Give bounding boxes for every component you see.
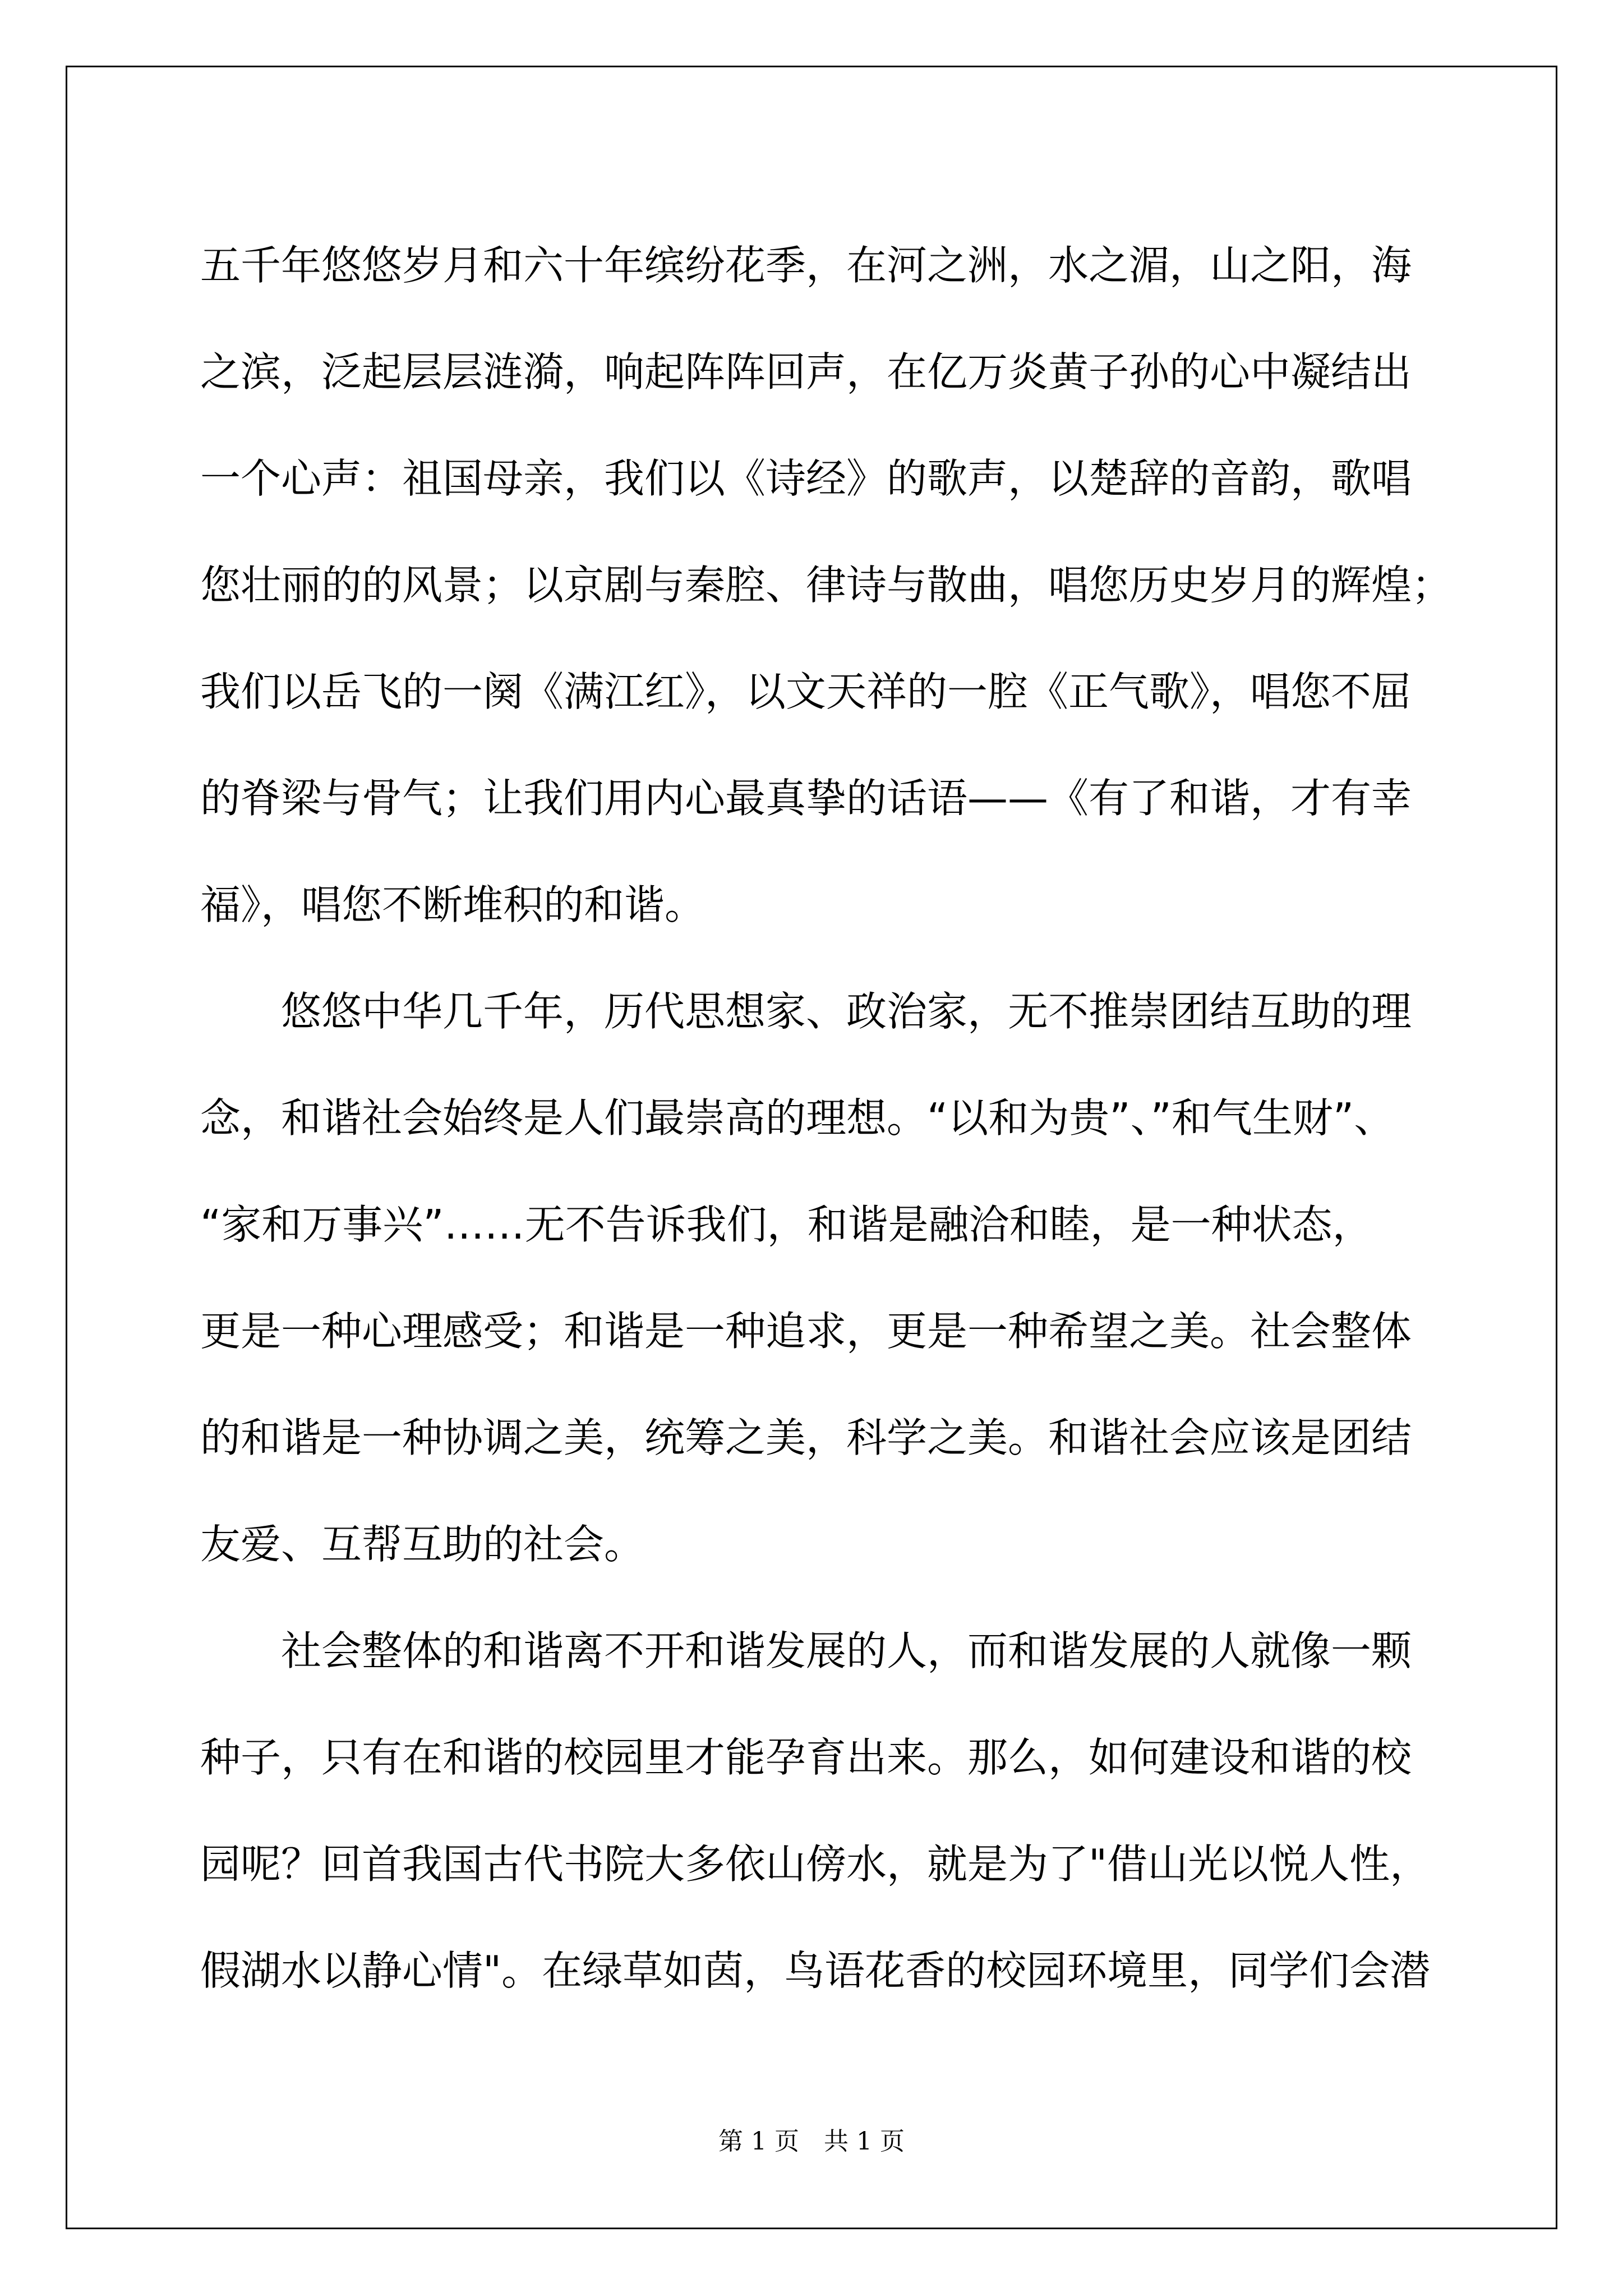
text-line: 之滨，泛起层层涟漪，响起阵阵回声，在亿万炎黄子孙的心中凝结出 [200, 348, 1412, 395]
text-line: 念，和谐社会始终是人们最崇高的理想。“以和为贵”、”和气生财”、 [200, 1094, 1395, 1142]
text-line: 友爱、互帮互助的社会。 [200, 1521, 645, 1568]
document-body [200, 212, 1453, 2024]
text-line: 福》，唱您不断堆积的和谐。 [200, 881, 706, 928]
page-footer: 第 1 页 共 1 页 [718, 2127, 905, 2156]
text-line: “家和万事兴”……无不告诉我们，和谐是融洽和睦，是一种状态， [200, 1201, 1373, 1248]
text-line: 我们以岳飞的一阕《满江红》，以文天祥的一腔《正气歌》，唱您不屈 [200, 668, 1412, 715]
text-line: 社会整体的和谐离不开和谐发展的人，而和谐发展的人就像一颗 [281, 1627, 1412, 1674]
text-line: 您壮丽的的风景；以京剧与秦腔、律诗与散曲，唱您历史岁月的辉煌； [200, 562, 1453, 609]
text-line: 的脊梁与骨气；让我们用内心最真挚的话语——《有了和谐，才有幸 [200, 775, 1412, 822]
text-line: 种子，只有在和谐的校园里才能孕育出来。那么，如何建设和谐的校 [200, 1734, 1412, 1781]
text-line: 园呢？回首我国古代书院大多依山傍水，就是为了"借山光以悦人性， [200, 1841, 1431, 1888]
text-line: 一个心声：祖国母亲，我们以《诗经》的歌声，以楚辞的音韵，歌唱 [200, 455, 1412, 502]
text-line: 悠悠中华几千年，历代思想家、政治家，无不推崇团结互助的理 [281, 988, 1412, 1035]
text-line: 更是一种心理感受；和谐是一种追求，更是一种希望之美。社会整体 [200, 1308, 1412, 1355]
text-line: 的和谐是一种协调之美，统筹之美，科学之美。和谐社会应该是团结 [200, 1414, 1412, 1461]
text-line: 五千年悠悠岁月和六十年缤纷花季，在河之洲，水之湄，山之阳，海 [200, 242, 1412, 289]
text-line: 假湖水以静心情"。在绿草如茵，鸟语花香的校园环境里，同学们会潜 [200, 1947, 1431, 1994]
